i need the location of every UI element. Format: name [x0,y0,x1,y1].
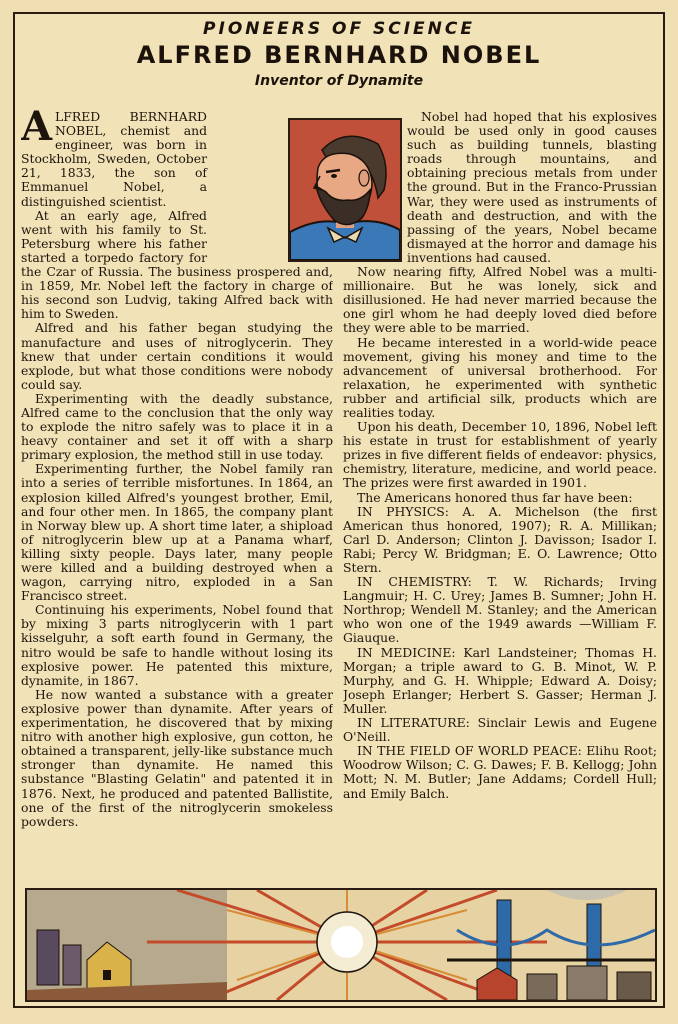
paragraph: He became interested in a world-wide peace movement, giving his money and time to the advancement of universal brotherhood. For relaxation, he experimented with synthetic rubber and artificial silk, products which are realities today. [343,334,657,420]
explosion-illustration [25,888,657,1002]
article-title: ALFRED BERNHARD NOBEL [136,41,542,69]
article-frame [13,12,665,1008]
article-header [15,18,663,92]
paragraph: He now wanted a substance with a greater explosive power than dynamite. After years of experimentation, he discovered that by mixing nitro with another high explosive, gun cotton, he obtained a transparent, jelly-like substance much stronger than dynamite. He named this substance "Blasting Gelatin" and patented it in 1876. Next, he produced and patented Ballistite, one of the first of the nitroglycerin smokeless powders. [21,686,333,829]
paragraph: IN MEDICINE: Karl Landsteiner; Thomas H. Morgan; a triple award to G. B. Minot, W. P. Murphy, and G. H. Whipple; Edward A. Doisy; Joseph Erlanger; Herbert S. Gasser; Herman J. Muller. [343,644,657,716]
paragraph: Alfred and his father began studying the manufacture and uses of nitroglycerin. They knew that under certain conditions it would explode, but what those conditions were nobody could say. [21,320,333,392]
nobel-portrait [288,118,402,262]
paragraph: Nobel had hoped that his explosives would be used only in good causes such as building tunnels, blasting roads through mountains, and obtaining precious metals from under the ground. But in the Franco-Prussian War, they were used as instruments of death and destruction, and with the passing of the years, Nobel became dismayed at the horror and damage his inventions had caused. [407,110,657,265]
paragraph: ALFRED BERNHARD NOBEL, chemist and engineer, was born in Stockholm, Sweden, October 21, 1833, the son of Emmanuel Nobel, a distinguished scientist. [21,110,207,209]
drop-cap: A [21,110,53,150]
bridge-explosion-art [27,890,655,1000]
portrait-illustration [290,120,400,260]
paragraph: Now nearing fifty, Alfred Nobel was a multi-millionaire. But he was lonely, sick and disillusioned. He had never married because the one girl whom he had deeply loved died before they were able to be married. [343,264,657,336]
paragraph: Continuing his experiments, Nobel found that by mixing 3 parts nitroglycerin with 1 part kisselguhr, a soft earth found in Germany, the nitro would be safe to handle without losing its explosive power. He patented this mixture, dynamite, in 1867. [21,602,333,688]
paragraph: Experimenting further, the Nobel family ran into a series of terrible misfortunes. In 1864, an explosion killed Alfred's youngest brother, Emil, and four other men. In 1865, the company plant in Norway blew up. A short time later, a shipload of nitroglycerin blew up at a Panama wharf, killing sixty people. Days later, many people were killed and a building destroyed when a wagon, carrying nitro, exploded in a San Francisco street. [21,461,333,604]
paragraph: IN PHYSICS: A. A. Michelson (the first American thus honored, 1907); R. A. Millikan; Carl D. Anderson; Clinton J. Davisson; Isador I. Rabi; Percy W. Bridgman; E. O. Lawrence; Otto Stern. [343,503,657,575]
paragraph: IN THE FIELD OF WORLD PEACE: Elihu Root; Woodrow Wilson; C. G. Dawes; F. B. Kellogg; John Mott; N. M. Butler; Jane Addams; Cordell Hull; and Emily Balch. [343,743,657,801]
paragraph: The Americans honored thus far have been: [357,489,633,505]
series-title: PIONEERS OF SCIENCE [203,19,475,39]
left-column [21,110,333,880]
paragraph: IN LITERATURE: Sinclair Lewis and Eugene O'Neill. [343,715,657,745]
paragraph: At an early age, Alfred went with his family to St. Petersburg where his father started a torpedo factory for the Czar of Russia. The business prospered and, in 1859, Mr. Nobel left the factory in charge of his second son Ludvig, taking Alfred back with him to Sweden. [21,207,333,322]
article-subtitle: Inventor of Dynamite [254,73,424,89]
paragraph: Upon his death, December 10, 1896, Nobel left his estate in trust for establishment of yearly prizes in five different fields of endeavor: physics, chemistry, literature, medicine, and world peace. The prizes were first awarded in 1901. [343,419,657,491]
paragraph: Experimenting with the deadly substance, Alfred came to the conclusion that the only way to explode the nitro safely was to place it in a heavy container and set it off with a sharp primary explosion, the method still in use today. [21,390,333,463]
paragraph: IN CHEMISTRY: T. W. Richards; Irving Langmuir; H. C. Urey; James B. Sumner; John H. Northrop; Wendell M. Stanley; and the American who won one of the 1949 awards —William F. Giauque. [343,574,657,646]
